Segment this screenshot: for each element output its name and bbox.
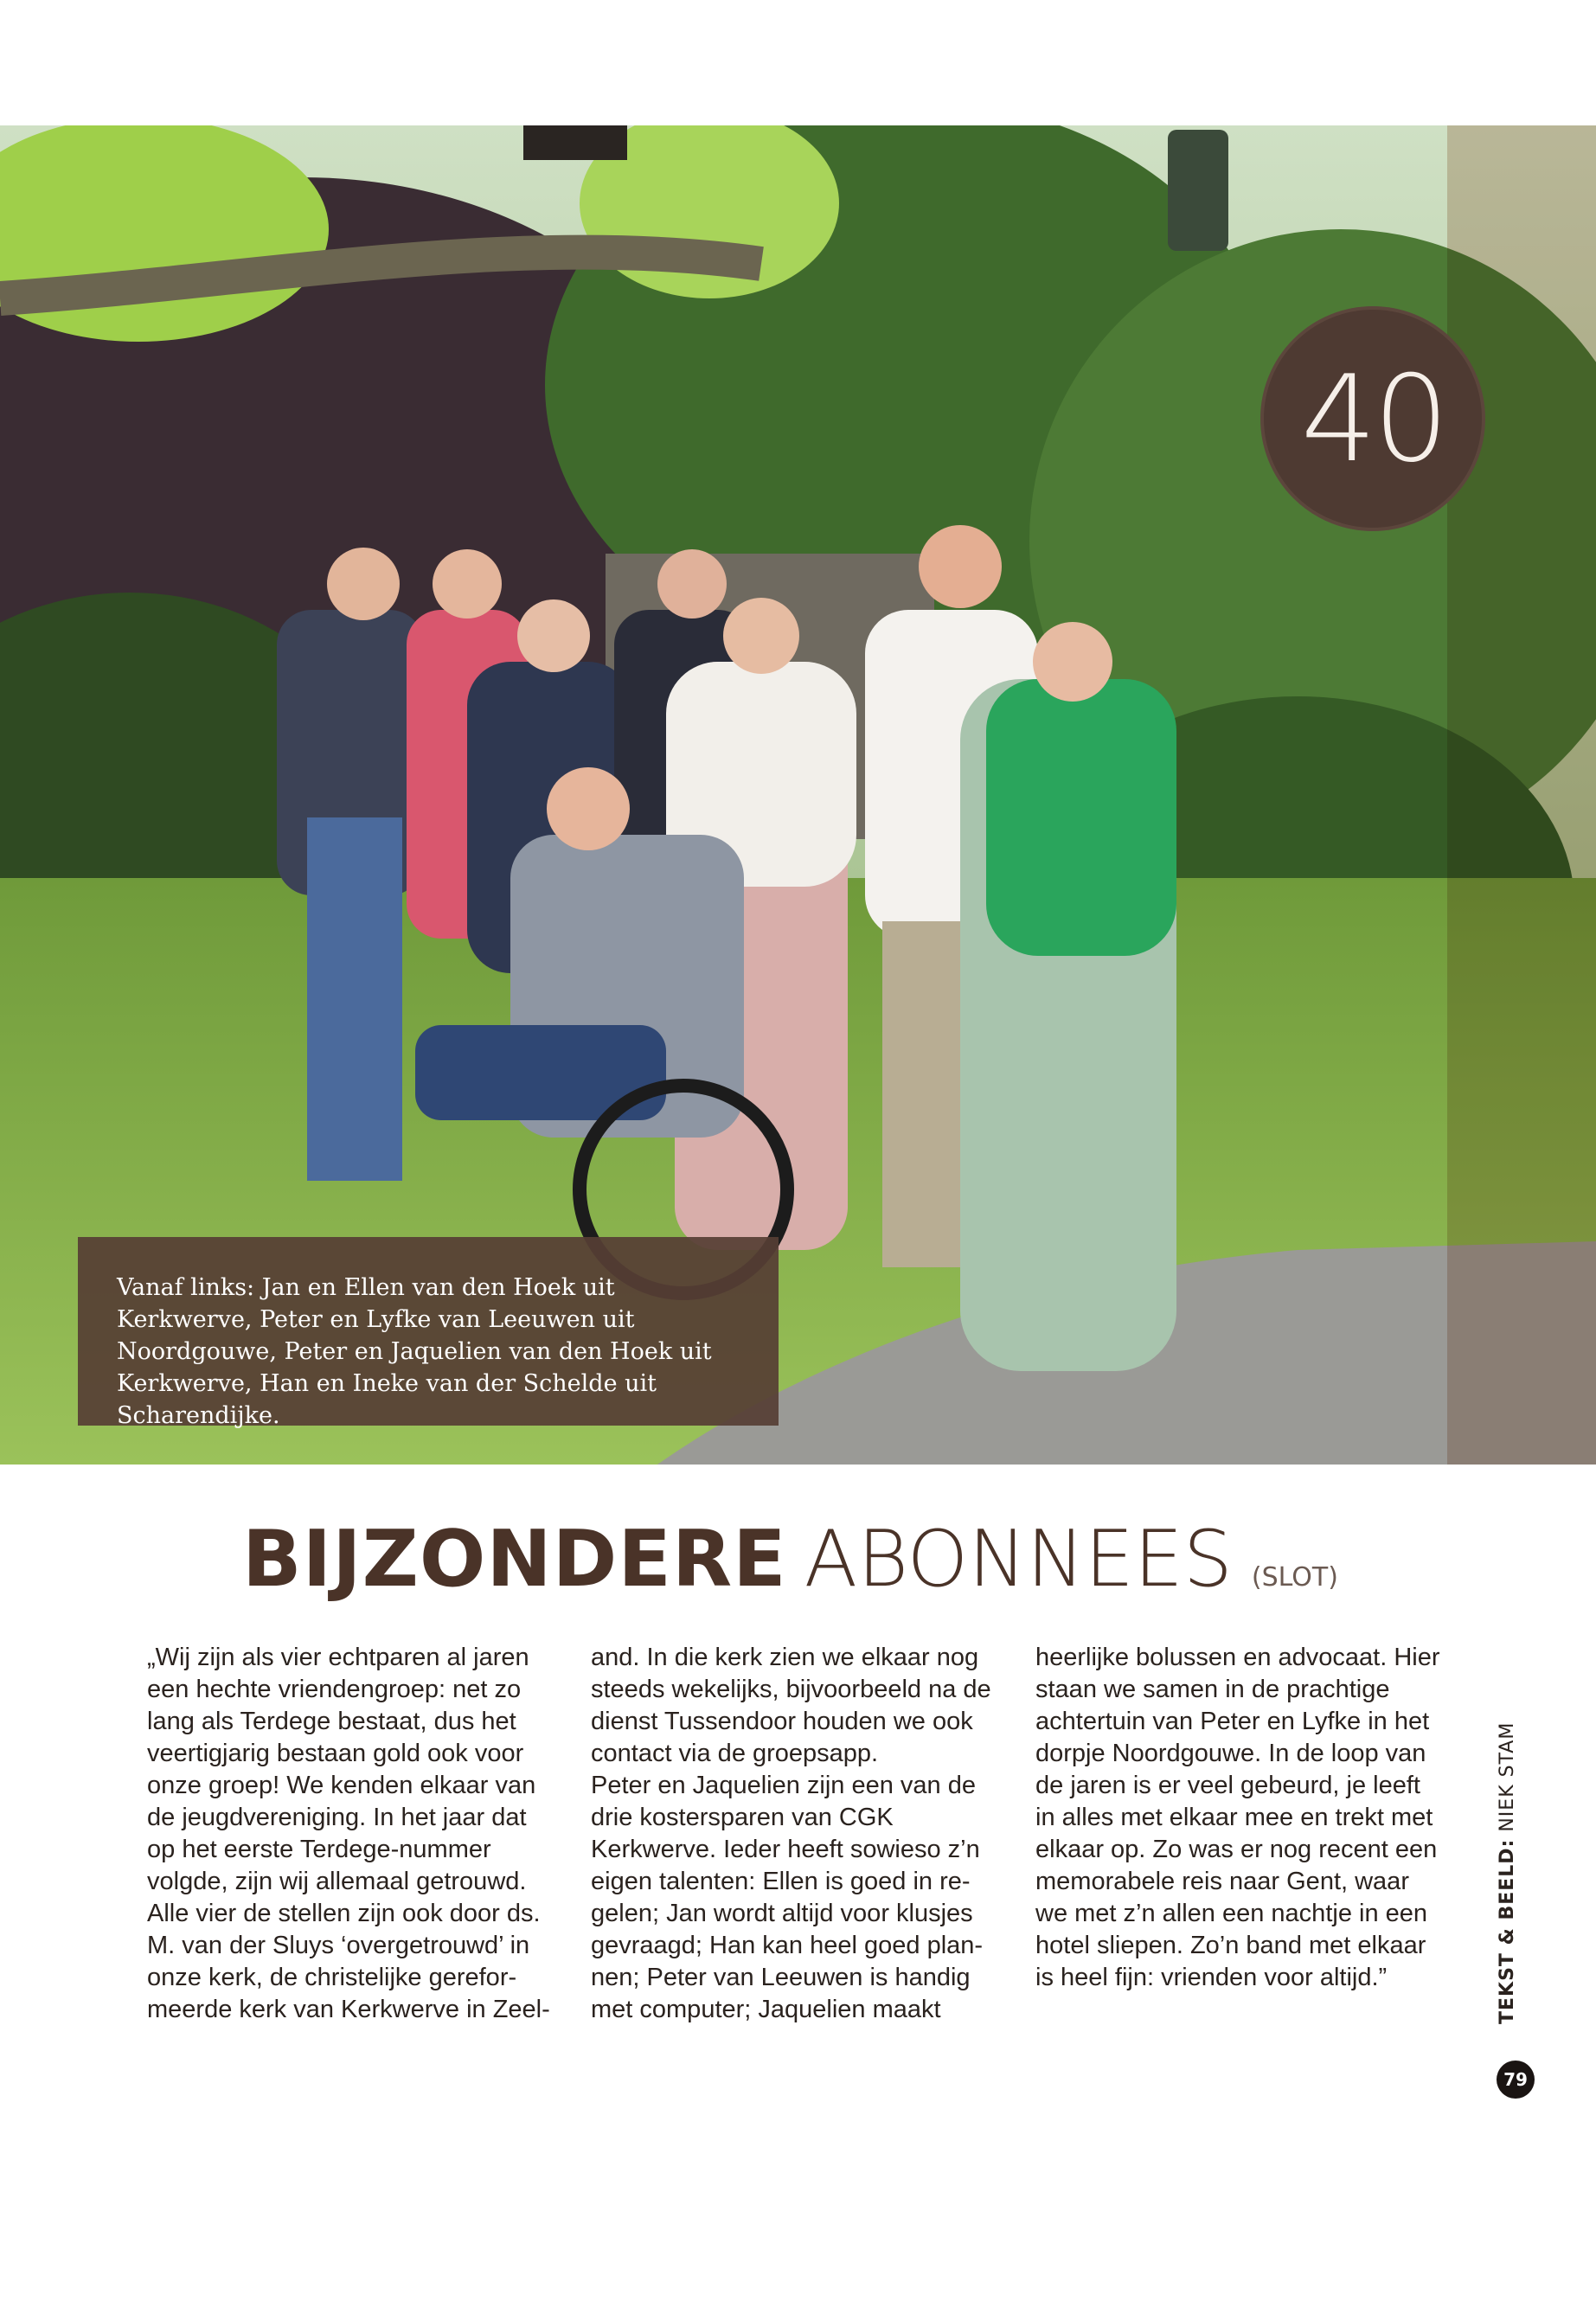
credit-name: NIEK STAM [1497,1721,1518,1832]
anniversary-badge [1259,304,1488,534]
credit-label: TEKST & BEELD: [1497,1838,1518,2024]
photo-caption: Vanaf links: Jan en Ellen van den Hoek uit Kerkwerve, Peter en Lyfke van Leeuwen uit Noordgouwe, Peter en Jaquelien van den Hoek uit Kerkwerve, Han en Ineke van der Schelde uit Scharendijke. [78,1237,779,1426]
badge-number: 40 [1300,349,1446,489]
article-column-3 [1035,1642,1446,1994]
article-column-2 [591,1642,1002,2026]
article-paragraph: heerlijke bolussen en advocaat. Hier staan we samen in de prachtige achtertuin van Peter en Lyfke in het dorpje Noordgouwe. In de loop van de jaren is er veel gebeurd, je leeft in alles met elkaar mee en trekt met elkaar op. Zo was er nog recent een memorabele reis naar Gent, waar we met z’n allen een nachtje in een hotel sliepen. Zo’n band met elkaar is heel fijn: vrienden voor altijd.” [1035,1644,1440,1991]
title-light: ABONNEES [804,1514,1233,1605]
article-paragraph: „Wij zijn als vier echtparen al jaren een hechte vriendengroep: net zo lang als Terdege bestaat, dus het veertigjarig bestaan gold ook voor onze groep! We kenden elkaar van de jeugdvereniging. In het jaar dat op het eerste Terdege-nummer volgde, zijn wij allemaal getrouwd. Alle vier de stellen zijn ook door ds. M. van der Sluys ‘overgetrouwd’ in onze kerk, de christelijke gereformeerde kerk van Kerkwerve in Zeel- [147,1644,550,2023]
title-suffix: (SLOT) [1251,1562,1338,1593]
article-paragraph: and. In die kerk zien we elkaar nog steeds wekelijks, bijvoorbeeld na de dienst Tussendoor houden we ook contact via de groepsapp. [591,1644,991,1767]
article-paragraph: Peter en Jaquelien zijn een van de drie kostersparen van CGK Kerkwerve. Ieder heeft sowieso z’n eigen talenten: Ellen is goed in regelen; Jan wordt altijd voor klusjes gevraagd; Han kan heel goed plannen; Peter van Leeuwen is handig met computer; Jaquelien maakt [591,1772,984,2023]
title-bold: BIJZONDERE [242,1514,787,1605]
page-title [242,1514,1338,1609]
photo-credit [1497,1722,1518,2024]
page-number: 79 [1497,2061,1535,2099]
article-column-1 [147,1642,558,2026]
